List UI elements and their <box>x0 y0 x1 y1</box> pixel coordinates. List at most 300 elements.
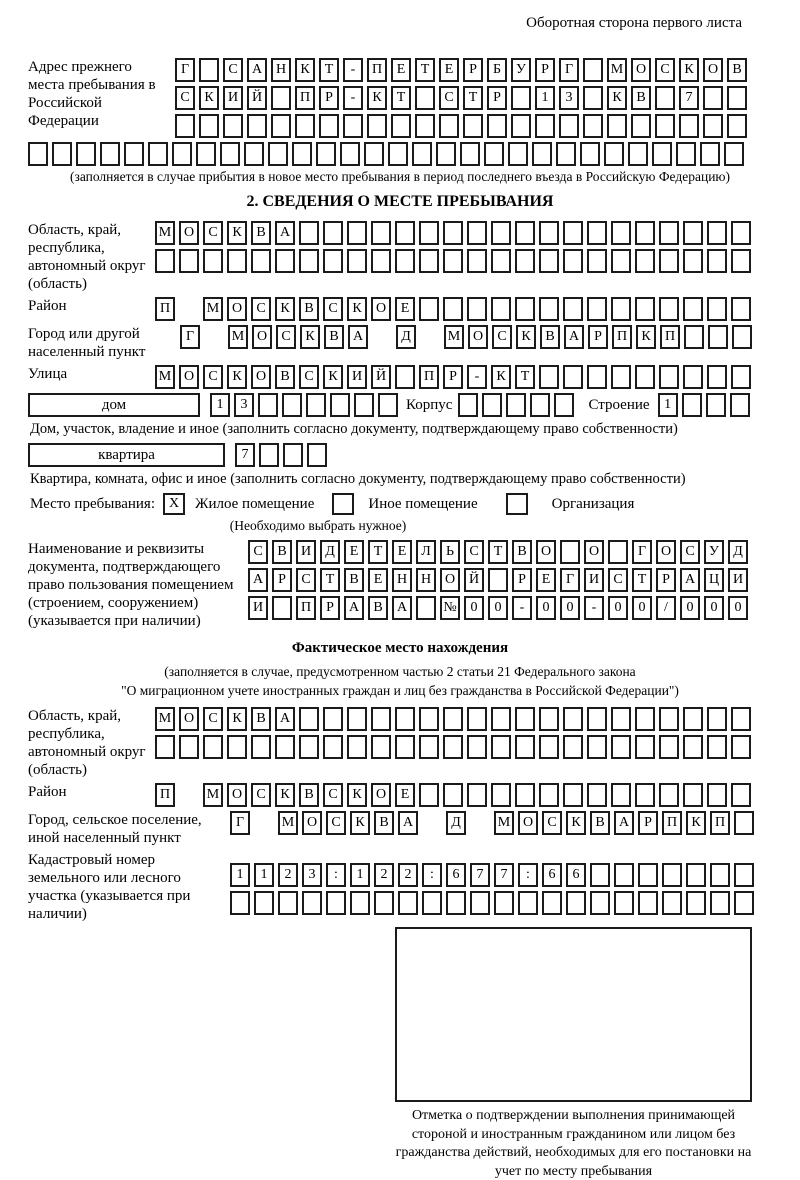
char-cell: Л <box>416 540 436 564</box>
char-cell: - <box>584 596 604 620</box>
empty-cell <box>443 735 463 759</box>
empty-cell <box>635 365 655 389</box>
char-cell: С <box>251 297 271 321</box>
empty-cell <box>299 221 319 245</box>
empty-cell <box>587 707 607 731</box>
char-cell: С <box>276 325 296 349</box>
actual-location-note-1: (заполняется в случае, предусмотренном частью 2 статьи 21 Федерального закона <box>164 664 636 679</box>
char-cell: А <box>680 568 700 592</box>
empty-cell <box>515 249 535 273</box>
empty-cell <box>560 540 580 564</box>
grid-row <box>230 811 758 835</box>
empty-cell <box>732 325 752 349</box>
grid-row <box>175 58 751 82</box>
char-cell: К <box>636 325 656 349</box>
char-cell: М <box>228 325 248 349</box>
char-cell: А <box>275 221 295 245</box>
char-cell: С <box>492 325 512 349</box>
place-type-label: Место пребывания: <box>30 495 155 512</box>
char-cell: В <box>324 325 344 349</box>
char-cell: Р <box>638 811 658 835</box>
empty-cell <box>682 393 702 417</box>
empty-cell <box>220 142 240 166</box>
cadastral-label: Кадастровый номер земельного или лесного участка (указывается при наличии) <box>28 852 191 922</box>
empty-cell <box>638 863 658 887</box>
char-cell: О <box>440 568 460 592</box>
empty-cell <box>323 707 343 731</box>
option-organizaciya-label: Организация <box>551 495 635 512</box>
empty-cell <box>731 221 751 245</box>
cell-gap <box>254 811 278 835</box>
empty-cell <box>482 393 502 417</box>
char-cell: К <box>350 811 370 835</box>
empty-cell <box>347 707 367 731</box>
empty-cell <box>724 142 744 166</box>
char-cell: : <box>326 863 346 887</box>
empty-cell <box>587 783 607 807</box>
char-cell: Т <box>463 86 483 110</box>
confirmation-stamp-caption: Отметка о подтверждении выполнения принимающей стороной и иностранным гражданином или лицом без гражданства действий, необходимых для его постановки на учет по месту пребывания <box>395 1108 752 1179</box>
char-cell: 1 <box>658 393 678 417</box>
char-cell: 0 <box>464 596 484 620</box>
empty-cell <box>307 443 327 467</box>
empty-cell <box>614 891 634 915</box>
grid-row <box>248 568 752 592</box>
empty-cell <box>203 249 223 273</box>
empty-cell <box>563 707 583 731</box>
empty-cell <box>515 221 535 245</box>
empty-cell <box>556 142 576 166</box>
empty-cell <box>608 540 628 564</box>
char-cell: 0 <box>728 596 748 620</box>
char-cell: К <box>300 325 320 349</box>
char-cell: 2 <box>398 863 418 887</box>
empty-cell <box>199 114 219 138</box>
grid-row <box>230 863 758 887</box>
char-cell: В <box>299 783 319 807</box>
empty-cell <box>539 783 559 807</box>
empty-cell <box>258 393 278 417</box>
char-cell: П <box>660 325 680 349</box>
char-cell: 0 <box>632 596 652 620</box>
empty-cell <box>251 735 271 759</box>
empty-cell <box>659 249 679 273</box>
empty-cell <box>683 735 703 759</box>
char-cell: О <box>536 540 556 564</box>
empty-cell <box>422 891 442 915</box>
option-zhiloe-label: Жилое помещение <box>195 495 315 512</box>
empty-cell <box>731 365 751 389</box>
house-type-box: дом <box>28 393 200 417</box>
prev-address-grid <box>175 58 751 138</box>
empty-cell <box>662 863 682 887</box>
house-number-cells <box>210 393 402 417</box>
empty-cell <box>542 891 562 915</box>
empty-cell <box>378 393 398 417</box>
empty-cell <box>175 114 195 138</box>
char-cell: С <box>175 86 195 110</box>
char-cell: С <box>223 58 243 82</box>
char-cell: Р <box>443 365 463 389</box>
empty-cell <box>731 707 751 731</box>
char-cell: И <box>347 365 367 389</box>
empty-cell <box>583 86 603 110</box>
empty-cell <box>282 393 302 417</box>
empty-cell <box>491 249 511 273</box>
char-cell: Г <box>559 58 579 82</box>
empty-cell <box>731 249 751 273</box>
empty-cell <box>734 891 754 915</box>
empty-cell <box>683 221 703 245</box>
empty-cell <box>539 365 559 389</box>
char-cell: - <box>343 58 363 82</box>
char-cell: И <box>223 86 243 110</box>
char-cell: В <box>368 596 388 620</box>
empty-cell <box>415 86 435 110</box>
empty-cell <box>244 142 264 166</box>
char-cell: К <box>347 783 367 807</box>
char-cell: - <box>467 365 487 389</box>
char-cell: О <box>468 325 488 349</box>
empty-cell <box>587 249 607 273</box>
empty-cell <box>295 114 315 138</box>
empty-cell <box>347 249 367 273</box>
empty-cell <box>508 142 528 166</box>
empty-cell <box>439 114 459 138</box>
district-row <box>28 297 772 321</box>
empty-cell <box>172 142 192 166</box>
empty-cell <box>659 735 679 759</box>
empty-cell <box>76 142 96 166</box>
char-cell: 0 <box>536 596 556 620</box>
empty-cell <box>467 735 487 759</box>
char-cell: К <box>323 365 343 389</box>
empty-cell <box>587 221 607 245</box>
char-cell: Е <box>368 568 388 592</box>
empty-cell <box>371 707 391 731</box>
grid-row <box>180 325 756 349</box>
empty-cell <box>683 365 703 389</box>
char-cell: 1 <box>350 863 370 887</box>
empty-cell <box>539 707 559 731</box>
char-cell: С <box>323 783 343 807</box>
empty-cell <box>436 142 456 166</box>
empty-cell <box>227 735 247 759</box>
char-cell: С <box>655 58 675 82</box>
empty-cell <box>488 568 508 592</box>
grid-row <box>155 707 755 731</box>
grid-row <box>248 540 752 564</box>
char-cell: 3 <box>234 393 254 417</box>
char-cell: 0 <box>680 596 700 620</box>
empty-cell <box>278 891 298 915</box>
empty-cell <box>530 393 550 417</box>
char-cell: С <box>203 365 223 389</box>
empty-cell <box>330 393 350 417</box>
empty-cell <box>271 114 291 138</box>
char-cell: 2 <box>278 863 298 887</box>
empty-cell <box>652 142 672 166</box>
char-cell: П <box>296 596 316 620</box>
empty-cell <box>395 365 415 389</box>
empty-cell <box>604 142 624 166</box>
empty-cell <box>708 325 728 349</box>
char-cell: 6 <box>566 863 586 887</box>
grid-row <box>155 221 755 245</box>
empty-cell <box>443 249 463 273</box>
empty-cell <box>563 735 583 759</box>
cell-gap <box>372 325 396 349</box>
empty-cell <box>371 221 391 245</box>
empty-cell <box>515 297 535 321</box>
empty-cell <box>299 735 319 759</box>
empty-cell <box>179 249 199 273</box>
char-cell: Г <box>632 540 652 564</box>
empty-cell <box>391 114 411 138</box>
empty-cell <box>443 783 463 807</box>
empty-cell <box>511 86 531 110</box>
char-cell: Р <box>588 325 608 349</box>
char-cell: К <box>367 86 387 110</box>
char-cell: В <box>374 811 394 835</box>
empty-cell <box>731 735 751 759</box>
empty-cell <box>275 249 295 273</box>
char-cell: Е <box>392 540 412 564</box>
empty-cell <box>443 297 463 321</box>
prev-address-row <box>28 58 772 138</box>
empty-cell <box>631 114 651 138</box>
char-cell: В <box>275 365 295 389</box>
char-cell: А <box>564 325 584 349</box>
char-cell: М <box>444 325 464 349</box>
char-cell: К <box>686 811 706 835</box>
empty-cell <box>323 221 343 245</box>
empty-cell <box>731 783 751 807</box>
empty-cell <box>148 142 168 166</box>
char-cell: Е <box>395 297 415 321</box>
empty-cell <box>467 783 487 807</box>
char-cell: О <box>227 783 247 807</box>
char-cell: П <box>367 58 387 82</box>
char-cell: Р <box>487 86 507 110</box>
char-cell: 1 <box>535 86 555 110</box>
char-cell: Й <box>247 86 267 110</box>
char-cell: П <box>662 811 682 835</box>
char-cell: Д <box>320 540 340 564</box>
char-cell: Е <box>391 58 411 82</box>
empty-cell <box>155 735 175 759</box>
char-cell: С <box>439 86 459 110</box>
char-cell: И <box>584 568 604 592</box>
empty-cell <box>655 86 675 110</box>
char-cell: № <box>440 596 460 620</box>
empty-cell <box>611 707 631 731</box>
empty-cell <box>590 863 610 887</box>
empty-cell <box>395 707 415 731</box>
empty-cell <box>419 707 439 731</box>
empty-cell <box>706 393 726 417</box>
char-cell: В <box>251 221 271 245</box>
empty-cell <box>491 297 511 321</box>
char-cell: А <box>392 596 412 620</box>
char-cell: Р <box>272 568 292 592</box>
empty-cell <box>275 735 295 759</box>
actual-region-row <box>28 707 772 779</box>
char-cell: 1 <box>210 393 230 417</box>
empty-cell <box>388 142 408 166</box>
cell-gap <box>422 811 446 835</box>
empty-cell <box>655 114 675 138</box>
street-label: Улица <box>28 366 68 382</box>
char-cell: О <box>656 540 676 564</box>
empty-cell <box>412 142 432 166</box>
char-cell: 7 <box>470 863 490 887</box>
char-cell: Т <box>368 540 388 564</box>
grid-row <box>155 297 755 321</box>
char-cell: Е <box>344 540 364 564</box>
empty-cell <box>319 114 339 138</box>
empty-cell <box>443 707 463 731</box>
empty-cell <box>590 891 610 915</box>
empty-cell <box>515 707 535 731</box>
empty-cell <box>628 142 648 166</box>
korpus-cells <box>458 393 578 417</box>
char-cell: М <box>203 783 223 807</box>
prev-address-note: (заполняется в случае прибытия в новое место пребывания в период последнего въезда в Российскую Федерацию) <box>69 169 731 184</box>
empty-cell <box>611 221 631 245</box>
empty-cell <box>566 891 586 915</box>
char-cell: Р <box>319 86 339 110</box>
city-row <box>28 325 772 361</box>
empty-cell <box>611 365 631 389</box>
char-cell: К <box>347 297 367 321</box>
empty-cell <box>254 891 274 915</box>
empty-cell <box>563 249 583 273</box>
empty-cell <box>443 221 463 245</box>
empty-cell <box>416 596 436 620</box>
confirmation-stamp-box <box>395 927 752 1102</box>
empty-cell <box>470 891 490 915</box>
char-cell: В <box>251 707 271 731</box>
char-cell: С <box>203 221 223 245</box>
char-cell: М <box>203 297 223 321</box>
char-cell: М <box>278 811 298 835</box>
place-type-row <box>30 493 772 515</box>
empty-cell <box>259 443 279 467</box>
empty-cell <box>124 142 144 166</box>
empty-cell <box>686 891 706 915</box>
char-cell: О <box>251 365 271 389</box>
char-cell: Й <box>371 365 391 389</box>
empty-cell <box>494 891 514 915</box>
cell-gap <box>204 325 228 349</box>
empty-cell <box>659 707 679 731</box>
empty-cell <box>659 297 679 321</box>
empty-cell <box>419 297 439 321</box>
actual-location-title: Фактическое место нахождения <box>291 640 509 656</box>
empty-cell <box>230 891 250 915</box>
char-cell: О <box>179 707 199 731</box>
char-cell: Й <box>464 568 484 592</box>
grid-row <box>248 596 752 620</box>
empty-cell <box>727 86 747 110</box>
empty-cell <box>587 365 607 389</box>
empty-cell <box>203 735 223 759</box>
empty-cell <box>554 393 574 417</box>
char-cell: Р <box>656 568 676 592</box>
char-cell: : <box>422 863 442 887</box>
char-cell: В <box>272 540 292 564</box>
empty-cell <box>467 249 487 273</box>
char-cell: Т <box>632 568 652 592</box>
char-cell: Е <box>395 783 415 807</box>
empty-cell <box>415 114 435 138</box>
char-cell: У <box>511 58 531 82</box>
prev-address-label: Адрес прежнего места пребывания в Российской Федерации <box>28 59 156 129</box>
empty-cell <box>676 142 696 166</box>
empty-cell <box>299 249 319 273</box>
empty-cell <box>707 365 727 389</box>
char-cell: А <box>275 707 295 731</box>
char-cell: 6 <box>446 863 466 887</box>
empty-cell <box>467 221 487 245</box>
empty-cell <box>539 735 559 759</box>
char-cell: Р <box>463 58 483 82</box>
char-cell: Е <box>536 568 556 592</box>
empty-cell <box>299 707 319 731</box>
empty-cell <box>707 297 727 321</box>
empty-cell <box>707 221 727 245</box>
char-cell: В <box>540 325 560 349</box>
char-cell: : <box>518 863 538 887</box>
cell-gap <box>179 297 203 321</box>
empty-cell <box>563 365 583 389</box>
char-cell: 2 <box>374 863 394 887</box>
empty-cell <box>367 114 387 138</box>
empty-cell <box>467 707 487 731</box>
empty-cell <box>271 86 291 110</box>
empty-cell <box>484 142 504 166</box>
char-cell: П <box>419 365 439 389</box>
empty-cell <box>611 783 631 807</box>
empty-cell <box>611 249 631 273</box>
empty-cell <box>539 249 559 273</box>
empty-cell <box>684 325 704 349</box>
empty-cell <box>395 249 415 273</box>
empty-cell <box>707 249 727 273</box>
house-row <box>28 393 772 417</box>
empty-cell <box>506 393 526 417</box>
empty-cell <box>563 783 583 807</box>
empty-cell <box>419 249 439 273</box>
empty-cell <box>371 735 391 759</box>
grid-row <box>175 86 751 110</box>
region-label: Область, край, республика, автономный округ (область) <box>28 222 146 292</box>
korpus-label: Корпус <box>406 397 453 413</box>
empty-cell <box>614 863 634 887</box>
char-cell: С <box>323 297 343 321</box>
char-cell: С <box>203 707 223 731</box>
empty-cell <box>707 783 727 807</box>
char-cell: О <box>302 811 322 835</box>
actual-district-row <box>28 783 772 807</box>
back-side-note: Оборотная сторона первого листа <box>526 15 742 31</box>
empty-cell <box>686 863 706 887</box>
char-cell: С <box>299 365 319 389</box>
char-cell: П <box>155 297 175 321</box>
empty-cell <box>587 735 607 759</box>
actual-region-grid <box>155 707 755 759</box>
